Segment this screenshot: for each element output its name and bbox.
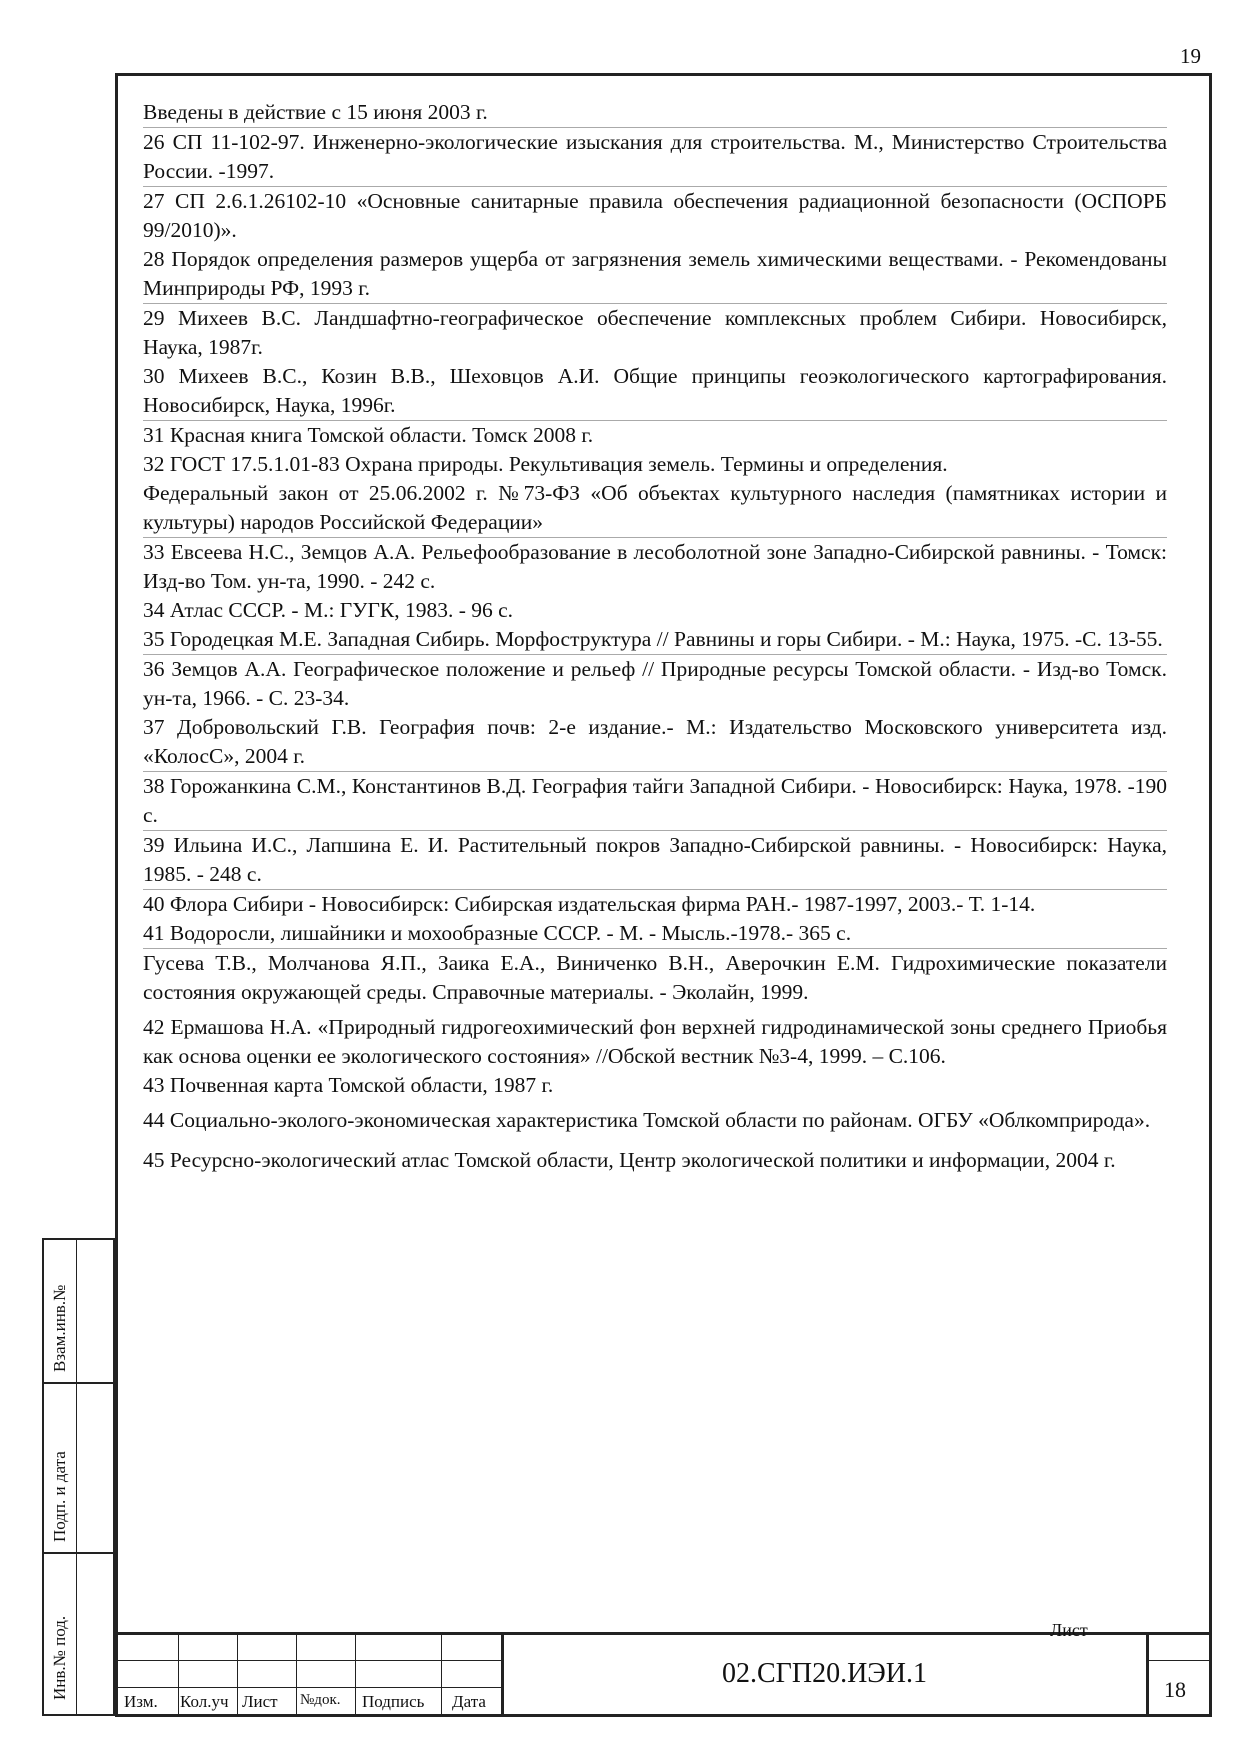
page-number: 19 <box>1180 44 1201 68</box>
reference-item: 39 Ильина И.С., Лапшина Е. И. Растительный покров Западно-Сибирской равнины. - Новосибирск: Наука, 1985. - 248 с. <box>143 830 1167 889</box>
stamp-col-izm: Изм. <box>124 1692 158 1711</box>
references-list <box>143 98 1167 1175</box>
reference-item: Введены в действие с 15 июня 2003 г. <box>143 100 488 124</box>
reference-item: 33 Евсеева Н.С., Земцов А.А. Рельефообразование в лесоболотной зоне Западно-Сибирской равнины. - Томск: Изд-во Том. ун-та, 1990. - 242 с. <box>143 537 1167 596</box>
sheet-number: 18 <box>1164 1677 1186 1702</box>
field-podp-i-data: Подп. и дата <box>50 1451 69 1542</box>
sheet-label: Лист <box>1050 1620 1088 1640</box>
reference-item: 43 Почвенная карта Томской области, 1987 г. <box>143 1073 554 1097</box>
reference-item: 35 Городецкая М.Е. Западная Сибирь. Морфоструктура // Равнины и горы Сибири. - М.: Наука, 1975. -С. 13-55. <box>143 627 1163 651</box>
reference-item: 30 Михеев В.С., Козин В.В., Шеховцов А.И. Общие принципы геоэкологического картографирования. Новосибирск, Наука, 1996г. <box>143 364 1167 417</box>
reference-item: 37 Добровольский Г.В. География почв: 2-е издание.- М.: Издательство Московского университета изд. «КолосС», 2004 г. <box>143 715 1167 768</box>
stamp-col-kol-uch: Кол.уч <box>180 1692 229 1711</box>
reference-item: 31 Красная книга Томской области. Томск 2008 г. <box>143 420 1167 450</box>
document-code: 02.СГП20.ИЭИ.1 <box>722 1658 928 1689</box>
reference-item: 34 Атлас СССР. - М.: ГУГК, 1983. - 96 с. <box>143 598 514 622</box>
reference-item: Федеральный закон от 25.06.2002 г. №73-ФЗ «Об объектах культурного наследия (памятниках истории и культуры) народов Российской Федерации» <box>143 481 1167 534</box>
reference-item: 36 Земцов А.А. Географическое положение и рельеф // Природные ресурсы Томской области. - Изд-во Томск. ун-та, 1966. - С. 23-34. <box>143 654 1167 713</box>
stamp-col-signature: Подпись <box>362 1692 425 1711</box>
reference-item: 32 ГОСТ 17.5.1.01-83 Охрана природы. Рекультивация земель. Термины и определения. <box>143 452 948 476</box>
reference-item: 42 Ермашова Н.А. «Природный гидрогеохимический фон верхней гидродинамической зоны среднего Приобья как основа оценки ее экологического состояния» //Обской вестник №3-4, 1999. – С.106. <box>143 1015 1167 1068</box>
reference-item: 44 Социально-эколого-экономическая характеристика Томской области по районам. ОГБУ «Облкомприрода». <box>143 1108 1151 1132</box>
reference-item: 27 СП 2.6.1.26102-10 «Основные санитарные правила обеспечения радиационной безопасности (ОСПОРБ 99/2010)». <box>143 186 1167 245</box>
title-block <box>118 1632 1209 1714</box>
reference-item: 38 Горожанкина С.М., Константинов В.Д. География тайги Западной Сибири. - Новосибирск: Наука, 1978. -190 с. <box>143 771 1167 830</box>
reference-item: 45 Ресурсно-экологический атлас Томской области, Центр экологической политики и информации, 2004 г. <box>143 1148 1116 1172</box>
field-inv-no-podl: Инв.№ под. <box>50 1615 69 1700</box>
reference-item: Гусева Т.В., Молчанова Я.П., Заика Е.А., Виниченко В.Н., Аверочкин Е.М. Гидрохимические показатели состояния окружающей среды. Справочные материалы. - Эколайн, 1999. <box>143 948 1167 1007</box>
reference-item: 26 СП 11-102-97. Инженерно-экологические изыскания для строительства. М., Министерство Строительства России. -1997. <box>143 127 1167 186</box>
reference-item: 40 Флора Сибири - Новосибирск: Сибирская издательская фирма РАН.- 1987-1997, 2003.- Т. 1-14. <box>143 889 1167 919</box>
reference-item: 28 Порядок определения размеров ущерба от загрязнения земель химическими веществами. - Рекомендованы Минприроды РФ, 1993 г. <box>143 247 1167 300</box>
reference-item: 29 Михеев В.С. Ландшафтно-географическое обеспечение комплексных проблем Сибири. Новосибирск, Наука, 1987г. <box>143 303 1167 362</box>
stamp-col-date: Дата <box>452 1692 486 1711</box>
reference-item: 41 Водоросли, лишайники и мохообразные СССР. - М. - Мысль.-1978.- 365 с. <box>143 921 852 945</box>
stamp-col-doc-no: №док. <box>300 1692 341 1708</box>
field-vzam-inv-no: Взам.инв.№ <box>50 1284 69 1372</box>
stamp-col-list: Лист <box>242 1692 278 1711</box>
